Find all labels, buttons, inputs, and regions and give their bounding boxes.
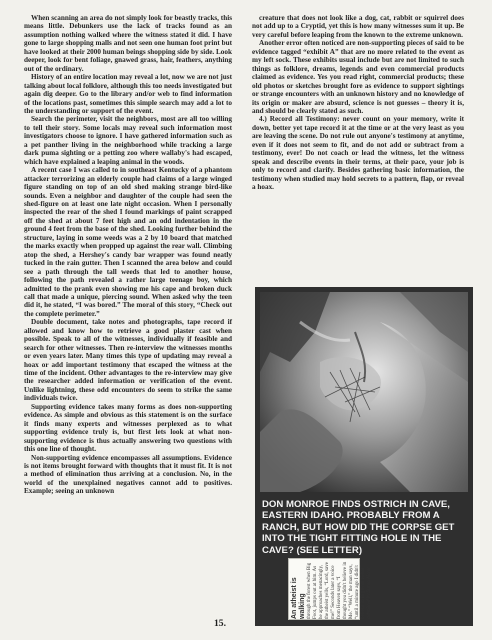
clipping-rotated-text <box>289 559 372 621</box>
ostrich-cave-photo <box>260 292 468 492</box>
paragraph: Another error often noticed are non-supporting pieces of said to be evidence tagged “exhibit A” that are no more related to the event as my left sock. These exhibits usual include but are not limited to such things as folklore, dreams, legends and even commercial products claimed as evidence. Yes you read right, commercial products; these old photos or sketches brought fore as evidence to support sightings or strange encounters with an unknown history and no knowledge of its origin or maker are absurd, science is not guesses – theory it is, and should be clearly stated as such. <box>252 39 464 115</box>
paragraph: A recent case I was called to in southeast Kentucky of a phantom attacker terrorizing an elderly couple had claims of a large winged figure standing on top of an old shed making strange bird-like sounds. Even a neighbor and daughter of the couple had seen the shed-figure on at least one late night occasion. When I personally inspected the rear of the shed I found markings of paint scrapped off the shed at about 7 feet high and an odd indentation in the ground 4 feet from the base of the shed. Looking further behind the structure, laying in some weeds was a 2 by 10 board that matched the marks exactly when propped up against the rear wall. Climbing atop the shed, a Hershey's candy bar wrapper was found neatly tucked in the rain gutter. Then I scanned the area below and could see a path through the tall weeds that led to another house, following the path revealed a rather large teenage boy, which admitted to the prank even showing me his cape and broken duck call that made a unique, piercing sound. When asked why the teen did it, he stated, “I was bored.” The moral of this story, “Check out the complete perimeter.” <box>24 166 232 318</box>
paragraph: creature that does not look like a dog, cat, rabbit or squirrel does not add up to a Cryptid, yet this is how many witnesses sum it up. Be very careful before leaping from the known to the extreme unknown. <box>252 14 464 39</box>
paragraph: When scanning an area do not simply look for beastly tracks, this means little. Debunkers use the lack of tracks found as an assumption nothing walked where the witness stated it did. I have gone to large shopping malls and not seen one human foot print but have looked at their 2000 human beings shopping side by side. Look deeper, look for bent foliage, gnawed grass, hair, feathers, anything out of the ordinary. <box>24 14 232 73</box>
left-text-column <box>24 14 232 496</box>
paragraph: Search the perimeter, visit the neighbors, most are all too willing to tell their story. Some locals may reveal such information most investigators choose to ignore. I have gathered information such as a pet panther living in the neighborhood while tracking a large dark puma sighting or a petting zoo where wallaby's had escaped, which have explained a leaping animal in the woods. <box>24 115 232 166</box>
paragraph: History of an entire location may reveal a lot, now we are not just talking about local folklore, although this too needs investigated but again dig deeper. Go to the library and/or web to find information of the locations past, sometimes this simple search may add a lot to the understanding or support of the event. <box>24 73 232 115</box>
cave-photo-image <box>260 292 468 492</box>
photo-caption: DON MONROE FINDS OSTRICH IN CAVE, EASTERN IDAHO. PROBABLY FROM A RANCH, BUT HOW DID THE CORPSE GET INTO THE TIGHT FITTING HOLE IN THE CAVE? (SEE LETTER) <box>262 499 455 556</box>
clipping-title: An atheist is walking <box>291 577 306 619</box>
paragraph: Double document, take notes and photographs, tape record if allowed and know how to retrieve a good plaster cast when possible. Speak to all of the witnesses, individually if feasible and search for other witnesses. Then re-interview the witnesses months or even years later. Many times this type of updating may reveal a hoax or add important testimony that escaped the witness at the time of the incident. Other advantages to the re-interview may give the researcher added information or verification of the event. Unlike lightning, these odd encounters do seem to strike the same individuals twice. <box>24 318 232 403</box>
right-text-column <box>252 14 464 192</box>
clipping-credit: submitted by Susan Alcott <box>367 567 372 619</box>
clipping-body: through the forest when Big Foot, jumps out at him. As he approaches menacingly, the atheist yells, “Lord, save me!” Seconds later a voice from Heaven says, “I thought you didn't believe in Me.” “Well,” the man says, “until a minute ago I didn't believe in Big Foot either.” <box>307 561 366 619</box>
paragraph: Supporting evidence takes many forms as does non-supporting evidence. As simple and obvious as this statement is on the surface it finds many experts and witnesses perplexed as to what supporting evidence truly is, but first lets look at what non-supporting evidence is thus actually answering two questions with this one line of thought. <box>24 402 232 454</box>
joke-clipping <box>288 558 372 620</box>
paragraph: Non-supporting evidence encompasses all assumptions. Evidence is not items brought forward with thoughts that it must fit. It is not a method of elimination thus arriving at a conclusion. No, in the world of the unexplained negatives cannot add to positives. Example; seeing an unknown <box>24 453 232 496</box>
paragraph: 4.) Record all Testimony: never count on your memory, write it down, better yet tape record it at the time or at the very least as you are leaving the scene. Do not rule out anyone's testimony at anytime, even if it does not seem to fit, and do not add or subtract from a testimony, ever! Do not coach or lead the witness, let the witness speak and describe events in their terms, at their pace, your job is only to record and clarify. Besides gathering basic information, the testimony when studied may hold secrets to a pattern, flap, or reveal a hoax. <box>252 115 464 192</box>
page-number: 15. <box>214 618 226 629</box>
